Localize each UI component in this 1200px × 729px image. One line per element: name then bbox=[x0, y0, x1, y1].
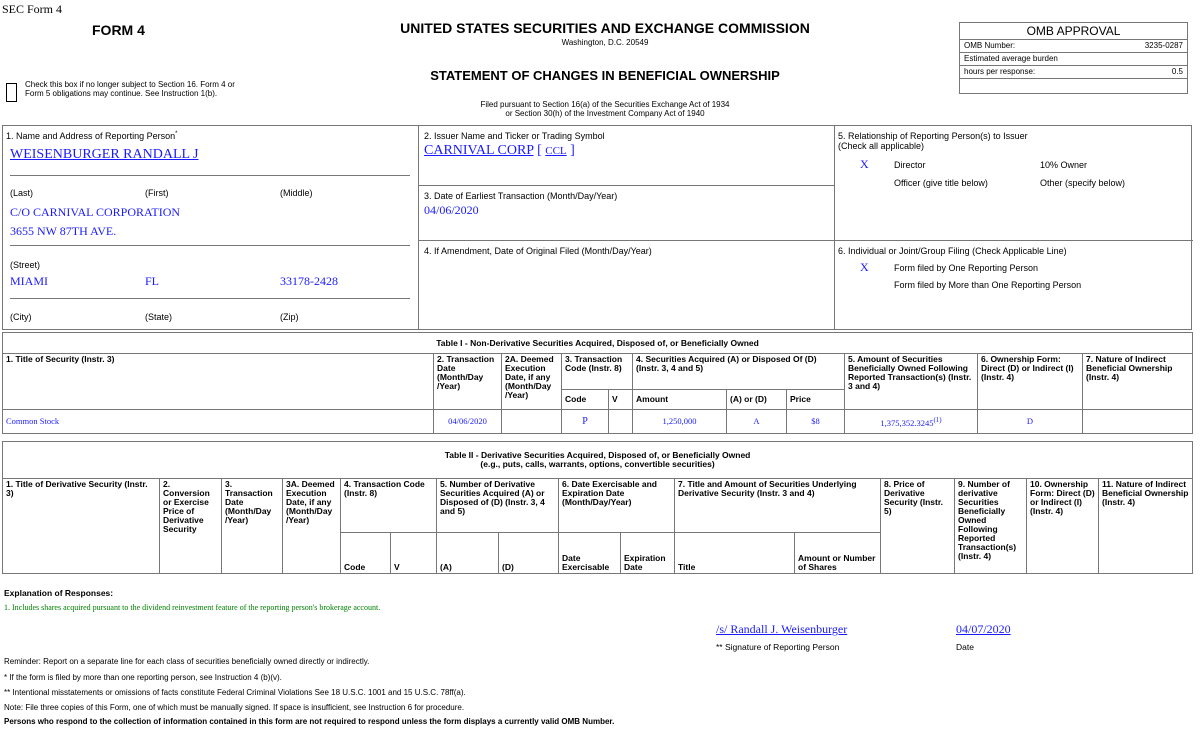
t2-h-code-sub: Code bbox=[341, 533, 391, 574]
director-x[interactable]: X bbox=[860, 157, 869, 171]
table-1 bbox=[2, 332, 1193, 434]
city-value: MIAMI bbox=[10, 274, 48, 288]
first-label: (First) bbox=[145, 188, 169, 198]
t2-h-title-sub: Title bbox=[675, 533, 795, 574]
reporting-person-name[interactable]: WEISENBURGER RANDALL J bbox=[10, 147, 199, 162]
remark-2: ** Intentional misstatements or omissions of facts constitute Federal Criminal Violations See 18 U.S.C. 1001 and 15 U.S.C. 78ff(a). bbox=[4, 688, 466, 697]
table-row bbox=[3, 410, 1193, 434]
omb-title: OMB APPROVAL bbox=[960, 23, 1187, 40]
t1-owned-cell bbox=[845, 410, 978, 434]
t1-footnote[interactable]: (1) bbox=[933, 415, 942, 424]
reporting-person-label: 1. Name and Address of Reporting Person* bbox=[6, 131, 178, 141]
t1-h-v-sub: V bbox=[609, 390, 633, 410]
t1-h-code-sub: Code bbox=[562, 390, 609, 410]
filing-one-x[interactable]: X bbox=[860, 260, 869, 274]
t1-code: P bbox=[562, 410, 609, 434]
filing-one-label: Form filed by One Reporting Person bbox=[894, 263, 1039, 273]
state-label: (State) bbox=[145, 312, 173, 322]
t1-h-owned: 5. Amount of Securities Beneficially Owned Following Reported Transaction(s) (Instr. 3 and 4) bbox=[845, 354, 978, 410]
t2-h-a: (A) bbox=[437, 533, 499, 574]
zip-value: 33178-2428 bbox=[280, 274, 338, 288]
t2-h-title: 1. Title of Derivative Security (Instr. 3) bbox=[3, 479, 160, 574]
t1-h-title: 1. Title of Security (Instr. 3) bbox=[3, 354, 434, 410]
remark-4: Persons who respond to the collection of information contained in this form are not required to respond unless the form displays a currently valid OMB Number. bbox=[4, 717, 615, 726]
table-2 bbox=[2, 441, 1193, 574]
t2-h-form: 10. Ownership Form: Direct (D) or Indirect (I) (Instr. 4) bbox=[1027, 479, 1099, 574]
section16-text: Check this box if no longer subject to Section 16. Form 4 or Form 5 obligations may continue. See Instruction 1(b). bbox=[25, 80, 235, 98]
table2-title: Table II - Derivative Securities Acquired, Disposed of, or Beneficially Owned (e.g., puts, calls, warrants, options, convertible securities) bbox=[3, 442, 1193, 479]
omb-burden: Estimated average burden bbox=[960, 53, 1187, 66]
statement-title: STATEMENT OF CHANGES IN BENEFICIAL OWNERSHIP bbox=[430, 68, 780, 83]
omb-number-label: OMB Number: bbox=[964, 41, 1016, 50]
t1-owned: 1,375,352.3245 bbox=[880, 417, 934, 428]
remark-1: * If the form is filed by more than one reporting person, see Instruction 4 (b)(v). bbox=[4, 673, 282, 682]
commission-title: UNITED STATES SECURITIES AND EXCHANGE COMMISSION bbox=[400, 20, 810, 36]
t1-h-nature: 7. Nature of Indirect Beneficial Ownership (Instr. 4) bbox=[1083, 354, 1193, 410]
explanation-heading: Explanation of Responses: bbox=[4, 588, 114, 598]
earliest-date-label: 3. Date of Earliest Transaction (Month/Day/Year) bbox=[424, 191, 618, 201]
signature-label: ** Signature of Reporting Person bbox=[716, 642, 840, 652]
address-line1: C/O CARNIVAL CORPORATION bbox=[10, 205, 181, 219]
t2-h-code: 4. Transaction Code (Instr. 8) bbox=[341, 479, 437, 533]
t1-h-form: 6. Ownership Form: Direct (D) or Indirect (I) (Instr. 4) bbox=[978, 354, 1083, 410]
commission-location: Washington, D.C. 20549 bbox=[561, 38, 649, 47]
zip-label: (Zip) bbox=[280, 312, 299, 322]
omb-approval-box bbox=[959, 22, 1188, 94]
t1-h-securities: 4. Securities Acquired (A) or Disposed Of (D) (Instr. 3, 4 and 5) bbox=[633, 354, 845, 390]
date-label: Date bbox=[956, 642, 974, 652]
t1-h-deemed: 2A. Deemed Execution Date, if any (Month/Day /Year) bbox=[502, 354, 562, 410]
t1-form: D bbox=[978, 410, 1083, 434]
director-label: Director bbox=[894, 160, 926, 170]
t2-h-v-sub: V bbox=[391, 533, 437, 574]
omb-hours-label: hours per response: bbox=[964, 67, 1036, 76]
issuer-label: 2. Issuer Name and Ticker or Trading Symbol bbox=[424, 131, 605, 141]
reminder: Reminder: Report on a separate line for each class of securities beneficially owned directly or indirectly. bbox=[4, 657, 370, 666]
t2-h-nature: 11. Nature of Indirect Beneficial Ownership (Instr. 4) bbox=[1099, 479, 1193, 574]
t1-h-aord: (A) or (D) bbox=[727, 390, 787, 410]
omb-hours: 0.5 bbox=[1171, 67, 1183, 76]
t1-h-price: Price bbox=[787, 390, 845, 410]
t2-h-conversion: 2. Conversion or Exercise Price of Derivative Security bbox=[160, 479, 222, 574]
address-line2: 3655 NW 87TH AVE. bbox=[10, 224, 117, 238]
officer-label: Officer (give title below) bbox=[894, 178, 988, 188]
t2-h-number: 5. Number of Derivative Securities Acquired (A) or Disposed of (D) (Instr. 3, 4 and 5) bbox=[437, 479, 559, 533]
t2-h-amount-shares: Amount or Number of Shares bbox=[795, 533, 881, 574]
t1-aord: A bbox=[727, 410, 787, 434]
signature[interactable]: /s/ Randall J. Weisenburger bbox=[716, 622, 848, 636]
t2-h-price: 8. Price of Derivative Security (Instr. 5) bbox=[881, 479, 955, 574]
filing-label: 6. Individual or Joint/Group Filing (Check Applicable Line) bbox=[838, 246, 1067, 256]
footnote-1: 1. Includes shares acquired pursuant to the dividend reinvestment feature of the reporting person's brokerage account. bbox=[4, 603, 381, 612]
t2-h-exp: Expiration Date bbox=[621, 533, 675, 574]
omb-number: 3235-0287 bbox=[1144, 41, 1183, 50]
table1-title: Table I - Non-Derivative Securities Acquired, Disposed of, or Beneficially Owned bbox=[3, 333, 1193, 354]
city-label: (City) bbox=[10, 312, 32, 322]
earliest-date: 04/06/2020 bbox=[424, 203, 479, 217]
t1-security: Common Stock bbox=[3, 410, 434, 434]
t2-h-owned: 9. Number of derivative Securities Beneficially Owned Following Reported Transaction(s) (Instr. 4) bbox=[955, 479, 1027, 574]
t2-h-deemed: 3A. Deemed Execution Date, if any (Month/Day /Year) bbox=[283, 479, 341, 574]
signature-date[interactable]: 04/07/2020 bbox=[956, 622, 1011, 636]
issuer-ticker[interactable]: CCL bbox=[545, 145, 567, 157]
issuer-name[interactable]: CARNIVAL CORP bbox=[424, 143, 534, 158]
middle-label: (Middle) bbox=[280, 188, 313, 198]
last-label: (Last) bbox=[10, 188, 34, 198]
section16-checkbox[interactable] bbox=[6, 83, 17, 104]
sec-form-label: SEC Form 4 bbox=[2, 2, 63, 16]
t1-h-amount: Amount bbox=[633, 390, 727, 410]
filed-pursuant: Filed pursuant to Section 16(a) of the Securities Exchange Act of 1934 or Section 30(h) of the Investment Company Act of 1940 bbox=[480, 100, 730, 118]
issuer-line: CARNIVAL CORP [ CCL ] bbox=[424, 143, 575, 158]
t1-price: $8 bbox=[787, 410, 845, 434]
other-label: Other (specify below) bbox=[1040, 178, 1126, 188]
t2-h-underlying: 7. Title and Amount of Securities Underlying Derivative Security (Instr. 3 and 4) bbox=[675, 479, 881, 533]
form-label: FORM 4 bbox=[92, 22, 145, 38]
state-value: FL bbox=[145, 274, 160, 288]
remark-3: Note: File three copies of this Form, one of which must be manually signed. If space is insufficient, see Instruction 6 for procedure. bbox=[4, 703, 465, 712]
filing-more-label: Form filed by More than One Reporting Person bbox=[894, 280, 1082, 290]
amendment-label: 4. If Amendment, Date of Original Filed (Month/Day/Year) bbox=[424, 246, 652, 256]
t2-h-date-ex: Date Exercisable bbox=[559, 533, 621, 574]
ten-pct-owner-label: 10% Owner bbox=[1040, 160, 1088, 170]
t2-h-date: 3. Transaction Date (Month/Day /Year) bbox=[222, 479, 283, 574]
relationship-label: 5. Relationship of Reporting Person(s) to Issuer (Check all applicable) bbox=[838, 131, 1028, 151]
t2-h-exercisable: 6. Date Exercisable and Expiration Date (Month/Day/Year) bbox=[559, 479, 675, 533]
t1-h-code: 3. Transaction Code (Instr. 8) bbox=[562, 354, 633, 390]
t1-h-date: 2. Transaction Date (Month/Day /Year) bbox=[434, 354, 502, 410]
t1-amount: 1,250,000 bbox=[633, 410, 727, 434]
street-label: (Street) bbox=[10, 260, 41, 270]
t2-h-d: (D) bbox=[499, 533, 559, 574]
t1-date: 04/06/2020 bbox=[434, 410, 502, 434]
